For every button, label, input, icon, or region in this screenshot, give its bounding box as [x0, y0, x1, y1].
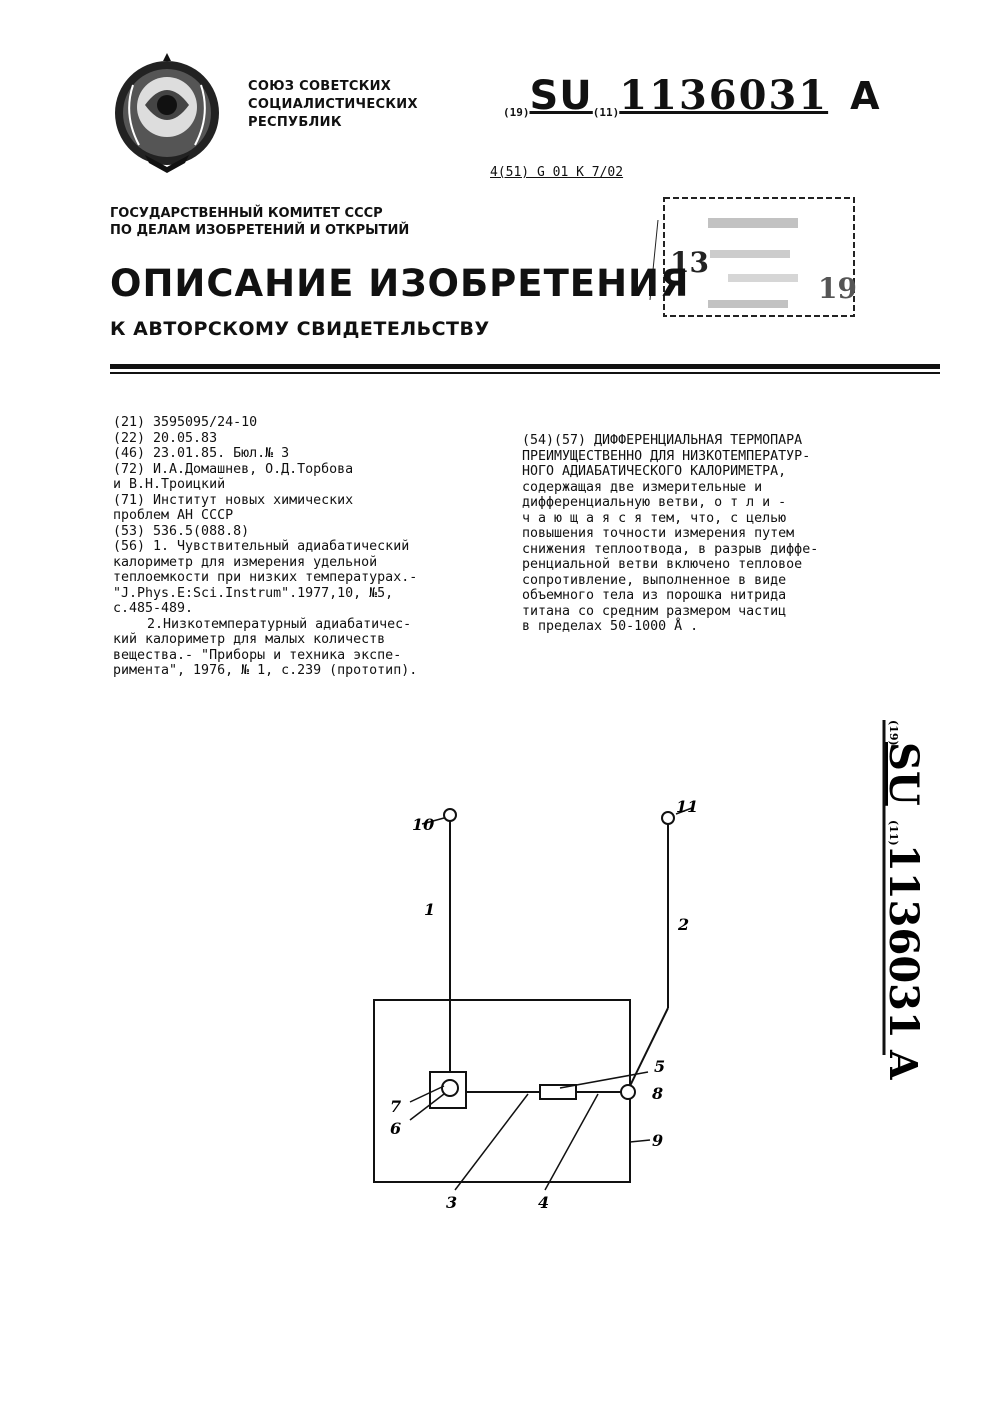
label-6: 6: [390, 1119, 402, 1138]
country-code: SU: [529, 73, 593, 119]
patent-number-block: [503, 72, 880, 119]
claim-line: ренциальной ветви включено тепловое: [522, 557, 803, 572]
biblio-line: проблем АН СССР: [113, 508, 234, 523]
biblio-line: теплоемкости при низких температурах.-: [113, 570, 418, 585]
side-kind: A: [881, 1050, 926, 1080]
biblio-line: (53) 536.5(088.8): [113, 523, 250, 539]
stamp-left-number: 13: [670, 246, 709, 279]
ipc-classification: 4(51) G 01 K 7/02: [490, 165, 624, 180]
claim-line: ч а ю щ а я с я тем, что, с целью: [522, 510, 787, 526]
claim-line: содержащая две измерительные и: [522, 479, 763, 495]
label-3: 3: [446, 1193, 458, 1212]
label-1: 1: [424, 900, 436, 919]
claim-line: дифференциальную ветви, о т л и -: [522, 495, 787, 510]
biblio-line: (46) 23.01.85. Бюл.№ 3: [113, 446, 290, 461]
side-patent-number: [858, 720, 968, 1100]
terminal-11: [662, 812, 674, 824]
terminal-10: [444, 809, 456, 821]
side-code-19: (19): [887, 720, 900, 746]
header-divider-thin: [110, 372, 940, 374]
claim-line: повышения точности измерения путем: [522, 526, 795, 541]
stamp-right-number: 19: [818, 272, 857, 305]
thermocouple-diagram: [360, 790, 699, 1220]
label-11: 11: [676, 797, 699, 816]
document-subtitle: К АВТОРСКОМУ СВИДЕТЕЛЬСТВУ: [110, 318, 490, 340]
label-4: 4: [538, 1193, 550, 1212]
claim-line: НОГО АДИАБАТИЧЕСКОГО КАЛОРИМЕТРА,: [522, 464, 787, 479]
patent-number: 1136031: [619, 72, 829, 119]
code-11: (11): [592, 106, 620, 119]
biblio-line: (71) Институт новых химических: [113, 492, 354, 508]
biblio-line: (22) 20.05.83: [113, 430, 218, 446]
label-7: 7: [390, 1097, 402, 1116]
claim-line: снижения теплоотвода, в разрыв диффе-: [522, 541, 819, 557]
bibliographic-data: [113, 415, 503, 679]
biblio-line: 2.Низкотемпературный адиабатичес-: [147, 616, 412, 632]
committee-name: ГОСУДАРСТВЕННЫЙ КОМИТЕТ СССР ПО ДЕЛАМ ИЗОБРЕТЕНИЙ И ОТКРЫТИЙ: [110, 206, 410, 238]
label-2: 2: [678, 915, 690, 934]
biblio-line: и В.Н.Троицкий: [113, 477, 226, 492]
biblio-line: римента", 1976, № 1, с.239 (прототип).: [113, 663, 418, 678]
label-10: 10: [412, 815, 435, 834]
claim-line: (54)(57) ДИФФЕРЕНЦИАЛЬНАЯ ТЕРМОПАРА: [522, 433, 803, 448]
biblio-line: (72) И.А.Домашнев, О.Д.Торбова: [113, 461, 354, 477]
biblio-line: калориметр для измерения удельной: [113, 554, 378, 570]
ussr-emblem-icon: [105, 45, 230, 180]
side-country-code: SU: [880, 742, 927, 806]
label-8: 8: [652, 1084, 664, 1103]
document-title: ОПИСАНИЕ ИЗОБРЕТЕНИЯ: [110, 262, 690, 305]
code-19: (19): [503, 106, 530, 119]
claim-text: [522, 433, 902, 635]
junction-8: [621, 1085, 635, 1099]
header-divider: [110, 364, 940, 369]
thermal-resistance-5: [540, 1085, 576, 1099]
biblio-line: с.485-489.: [113, 601, 194, 616]
kind-code: A: [850, 74, 880, 118]
claim-line: объемного тела из порошка нитрида: [522, 588, 787, 603]
biblio-line: вещества.- "Приборы и техника экспе-: [113, 647, 402, 663]
claim-line: в пределах 50-1000 Å .: [522, 619, 699, 634]
junction-6: [442, 1080, 458, 1096]
label-9: 9: [652, 1131, 664, 1150]
biblio-line: "J.Phys.E:Sci.Instrum".1977,10, №5,: [113, 585, 394, 601]
side-code-11: (11): [887, 820, 900, 846]
claim-line: ПРЕИМУЩЕСТВЕННО ДЛЯ НИЗКОТЕМПЕРАТУР-: [522, 448, 811, 464]
side-number: 1136031: [880, 844, 927, 1039]
biblio-line: (21) 3595095/24-10: [113, 415, 258, 430]
country-name: СОЮЗ СОВЕТСКИХ СОЦИАЛИСТИЧЕСКИХ РЕСПУБЛИК: [248, 79, 418, 130]
claim-line: сопротивление, выполненное в виде: [522, 572, 787, 588]
biblio-line: (56) 1. Чувствительный адиабатический: [113, 539, 410, 554]
biblio-line: кий калориметр для малых количеств: [113, 632, 386, 647]
label-5: 5: [654, 1057, 666, 1076]
claim-line: титана со средним размером частиц: [522, 603, 787, 619]
